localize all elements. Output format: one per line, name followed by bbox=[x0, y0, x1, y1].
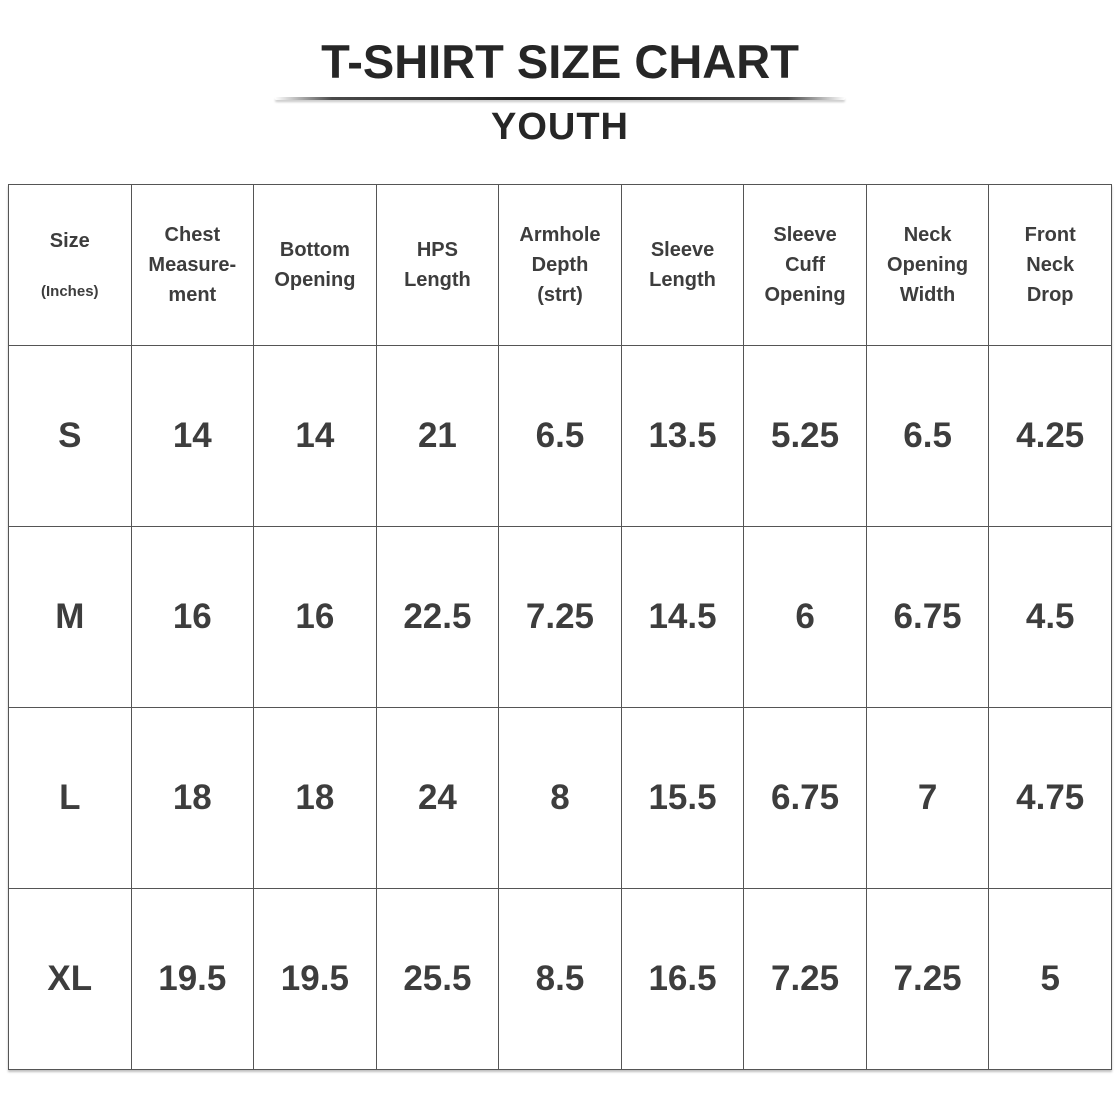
col-header-size bbox=[9, 185, 132, 346]
value-cell: 6.75 bbox=[866, 527, 989, 708]
title-divider bbox=[275, 97, 845, 100]
value-cell: 16 bbox=[254, 527, 377, 708]
value-cell: 16 bbox=[131, 527, 254, 708]
value-cell: 24 bbox=[376, 708, 499, 889]
table-header-row bbox=[9, 185, 1112, 346]
table-row-xl bbox=[9, 889, 1112, 1070]
value-cell: 19.5 bbox=[131, 889, 254, 1070]
value-cell: 25.5 bbox=[376, 889, 499, 1070]
value-cell: 6.5 bbox=[866, 346, 989, 527]
value-cell: 14 bbox=[254, 346, 377, 527]
page-header bbox=[0, 0, 1120, 146]
page-subtitle: YOUTH bbox=[491, 106, 629, 148]
value-cell: 6 bbox=[744, 527, 867, 708]
value-cell: 8.5 bbox=[499, 889, 622, 1070]
value-cell: 5 bbox=[989, 889, 1112, 1070]
value-cell: 13.5 bbox=[621, 346, 744, 527]
size-cell: XL bbox=[9, 889, 132, 1070]
value-cell: 8 bbox=[499, 708, 622, 889]
col-header-size-sublabel: (Inches) bbox=[41, 283, 99, 300]
value-cell: 21 bbox=[376, 346, 499, 527]
value-cell: 14.5 bbox=[621, 527, 744, 708]
value-cell: 7 bbox=[866, 708, 989, 889]
value-cell: 4.5 bbox=[989, 527, 1112, 708]
page-title: T-SHIRT SIZE CHART bbox=[321, 35, 799, 88]
value-cell: 6.5 bbox=[499, 346, 622, 527]
value-cell: 5.25 bbox=[744, 346, 867, 527]
value-cell: 7.25 bbox=[744, 889, 867, 1070]
col-header-neck-opening-width: Neck Opening Width bbox=[866, 185, 989, 346]
col-header-chest-measurement: Chest Measure- ment bbox=[131, 185, 254, 346]
col-header-front-neck-drop: Front Neck Drop bbox=[989, 185, 1112, 346]
size-cell: S bbox=[9, 346, 132, 527]
col-header-armhole-depth: Armhole Depth (strt) bbox=[499, 185, 622, 346]
table-row-s bbox=[9, 346, 1112, 527]
value-cell: 6.75 bbox=[744, 708, 867, 889]
value-cell: 4.75 bbox=[989, 708, 1112, 889]
size-cell: L bbox=[9, 708, 132, 889]
value-cell: 19.5 bbox=[254, 889, 377, 1070]
value-cell: 18 bbox=[131, 708, 254, 889]
col-header-size-label: Size bbox=[49, 230, 90, 252]
size-chart-table bbox=[8, 184, 1112, 1070]
value-cell: 22.5 bbox=[376, 527, 499, 708]
value-cell: 15.5 bbox=[621, 708, 744, 889]
value-cell: 7.25 bbox=[499, 527, 622, 708]
value-cell: 7.25 bbox=[866, 889, 989, 1070]
table-row-l bbox=[9, 708, 1112, 889]
value-cell: 16.5 bbox=[621, 889, 744, 1070]
col-header-sleeve-cuff-opening: Sleeve Cuff Opening bbox=[744, 185, 867, 346]
value-cell: 18 bbox=[254, 708, 377, 889]
value-cell: 14 bbox=[131, 346, 254, 527]
col-header-hps-length: HPS Length bbox=[376, 185, 499, 346]
size-cell: M bbox=[9, 527, 132, 708]
col-header-sleeve-length: Sleeve Length bbox=[621, 185, 744, 346]
table-row-m bbox=[9, 527, 1112, 708]
col-header-bottom-opening: Bottom Opening bbox=[254, 185, 377, 346]
value-cell: 4.25 bbox=[989, 346, 1112, 527]
